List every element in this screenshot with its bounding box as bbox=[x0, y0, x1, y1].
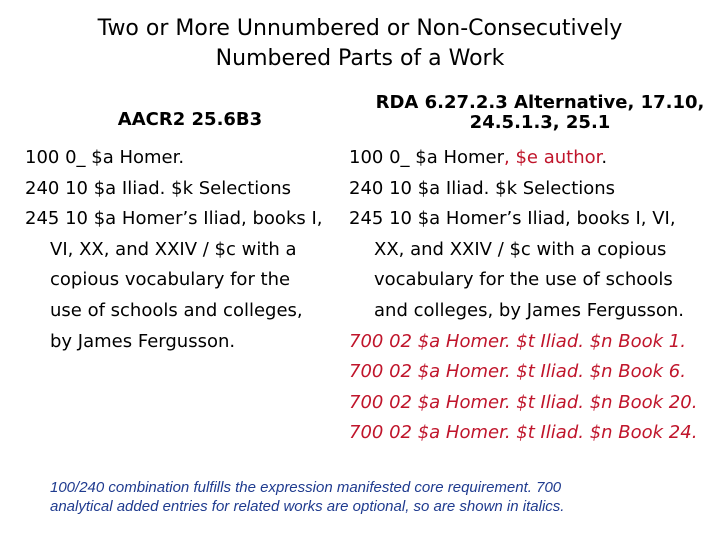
rda-field-100-end: . bbox=[601, 147, 608, 168]
aacr2-header: AACR2 25.6B3 bbox=[117, 109, 263, 130]
title-line-2: Numbered Parts of a Work bbox=[215, 46, 505, 71]
rda-field-700: 700 02 $a Homer. $t Iliad. $n Book 6. bbox=[349, 361, 686, 383]
rda-field-245-line: and colleges, by James Fergusson. bbox=[374, 299, 684, 321]
rda-record bbox=[349, 143, 711, 449]
rda-field-100 bbox=[349, 143, 711, 174]
aacr2-field-245 bbox=[25, 204, 343, 357]
title-line-1: Two or More Unnumbered or Non-Consecutively bbox=[97, 16, 623, 41]
aacr2-field-100: 100 0_ $a Homer. bbox=[25, 147, 185, 168]
rda-field-245-line: XX, and XXIV / $c with a copious bbox=[374, 238, 667, 260]
rda-header bbox=[370, 93, 710, 133]
rda-field-245-line: 245 10 $a Homer’s Iliad, books I, VI, bbox=[349, 208, 676, 230]
footnote bbox=[50, 478, 700, 516]
aacr2-field-245-line: 245 10 $a Homer’s Iliad, books I, bbox=[25, 208, 323, 230]
footnote-line-1: 100/240 combination fulfills the expression manifested core requirement. 700 bbox=[50, 479, 562, 496]
rda-field-245 bbox=[349, 204, 711, 326]
aacr2-field-245-line: use of schools and colleges, bbox=[50, 299, 303, 321]
rda-field-700: 700 02 $a Homer. $t Iliad. $n Book 20. bbox=[349, 391, 698, 413]
aacr2-field-245-line: copious vocabulary for the bbox=[50, 269, 291, 291]
rda-field-245-line: vocabulary for the use of schools bbox=[374, 269, 673, 291]
rda-field-100-relator: , $e author bbox=[504, 147, 602, 168]
slide-title bbox=[0, 14, 720, 74]
footnote-line-2: analytical added entries for related works are optional, so are shown in italics. bbox=[50, 498, 565, 515]
rda-field-240: 240 10 $a Iliad. $k Selections bbox=[349, 177, 616, 199]
aacr2-field-245-line: VI, XX, and XXIV / $c with a bbox=[50, 238, 297, 260]
rda-field-100-main: 100 0_ $a Homer bbox=[349, 147, 505, 168]
rda-header-line-2: 24.5.1.3, 25.1 bbox=[469, 112, 611, 133]
rda-field-700: 700 02 $a Homer. $t Iliad. $n Book 24. bbox=[349, 422, 698, 444]
rda-header-line-1: RDA 6.27.2.3 Alternative, 17.10, bbox=[375, 92, 705, 113]
aacr2-field-240: 240 10 $a Iliad. $k Selections bbox=[25, 177, 292, 199]
aacr2-field-245-line: by James Fergusson. bbox=[50, 330, 236, 352]
aacr2-record bbox=[25, 143, 343, 357]
rda-field-700: 700 02 $a Homer. $t Iliad. $n Book 1. bbox=[349, 330, 686, 352]
